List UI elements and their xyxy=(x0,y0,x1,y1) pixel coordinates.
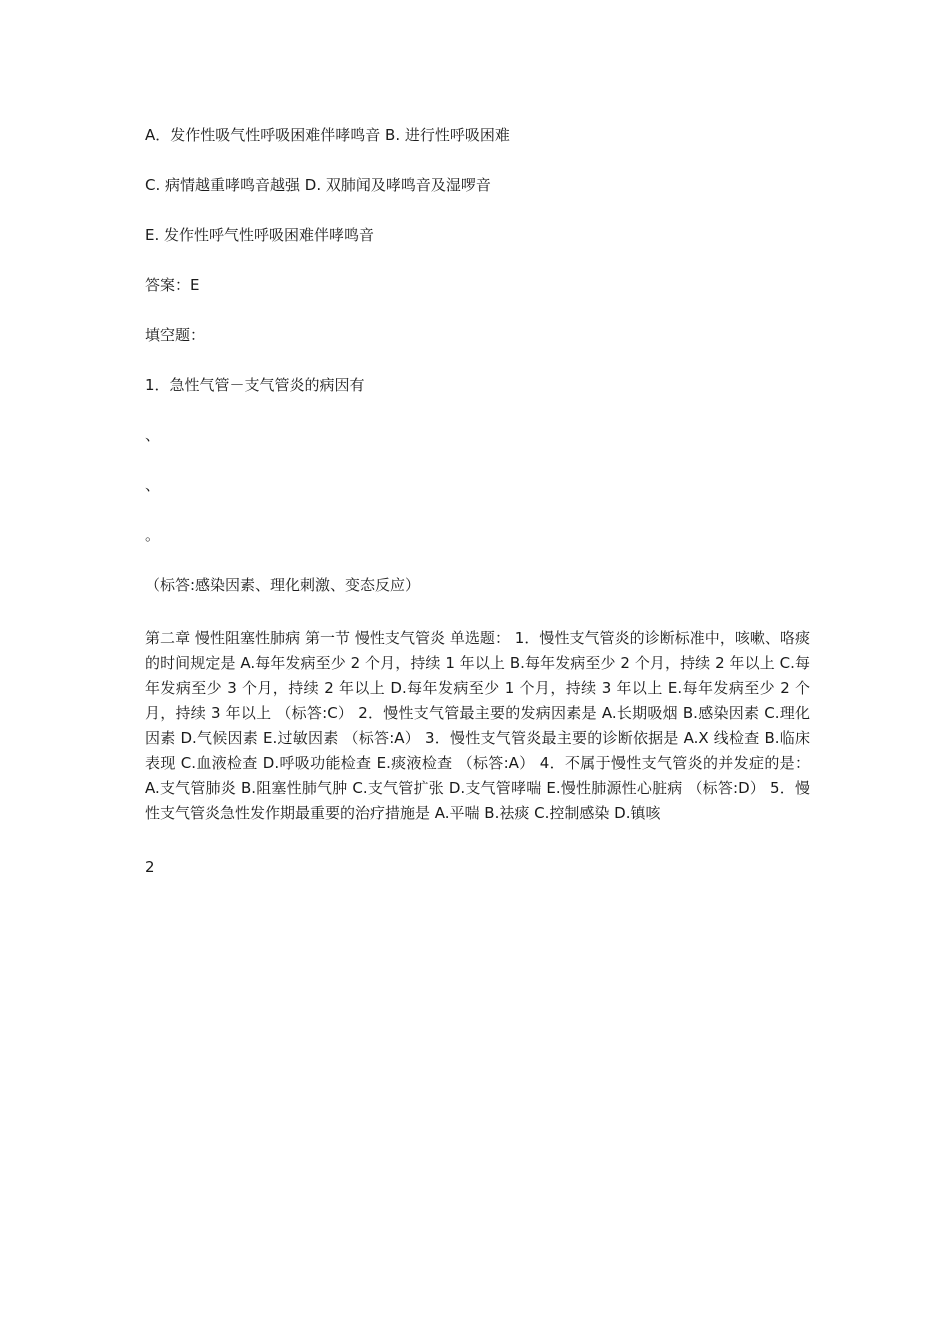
chapter-two-paragraph: 第二章 慢性阻塞性肺病 第一节 慢性支气管炎 单选题： 1．慢性支气管炎的诊断标准中，咳嗽、咯痰的时间规定是 A.每年发病至少 2 个月，持续 1 年以上 B.每年发病至少 2 个月，持续 2 年以上 C.每年发病至少 3 个月，持续 2 年以上 D.每年发病至少 1 个月，持续 3 年以上 E.每年发病至少 2 个月，持续 3 年以上 （标答:C） 2．慢性支气管最主要的发病因素是 A.长期吸烟 B.感染因素 C.理化因素 D.气候因素 E.过敏因素 （标答:A） 3．慢性支气管炎最主要的诊断依据是 A.X 线检查 B.临床表现 C.血液检查 D.呼吸功能检查 E.痰液检查 （标答:A） 4．不属于慢性支气管炎的并发症的是： A.支气管肺炎 B.阻塞性肺气肿 C.支气管扩张 D.支气管哮喘 E.慢性肺源性心脏病 （标答:D） 5．慢性支气管炎急性发作期最重要的治疗措施是 A.平喘 B.祛痰 C.控制感染 D.镇咳 xyxy=(145,629,810,822)
option-line-c-d: C. 病情越重哮鸣音越强 D. 双肺闻及哮鸣音及湿啰音 xyxy=(145,176,491,194)
answer-line: 答案：E xyxy=(145,276,200,294)
option-line-a-b: A．发作性吸气性呼吸困难伴哮鸣音 B. 进行性呼吸困难 xyxy=(145,126,510,144)
standard-answer: （标答:感染因素、理化刺激、变态反应） xyxy=(145,576,421,594)
option-line-e: E. 发作性呼气性呼吸困难伴哮鸣音 xyxy=(145,226,375,244)
fill-blank-heading: 填空题： xyxy=(145,326,206,344)
blank-separator-2: 、 xyxy=(145,476,161,494)
blank-separator-1: 、 xyxy=(145,426,161,444)
fill-blank-question: 1．急性气管－支气管炎的病因有 xyxy=(145,376,365,394)
page-number: 2 xyxy=(145,858,155,876)
page-content xyxy=(145,124,810,878)
blank-end-mark: 。 xyxy=(145,526,161,544)
